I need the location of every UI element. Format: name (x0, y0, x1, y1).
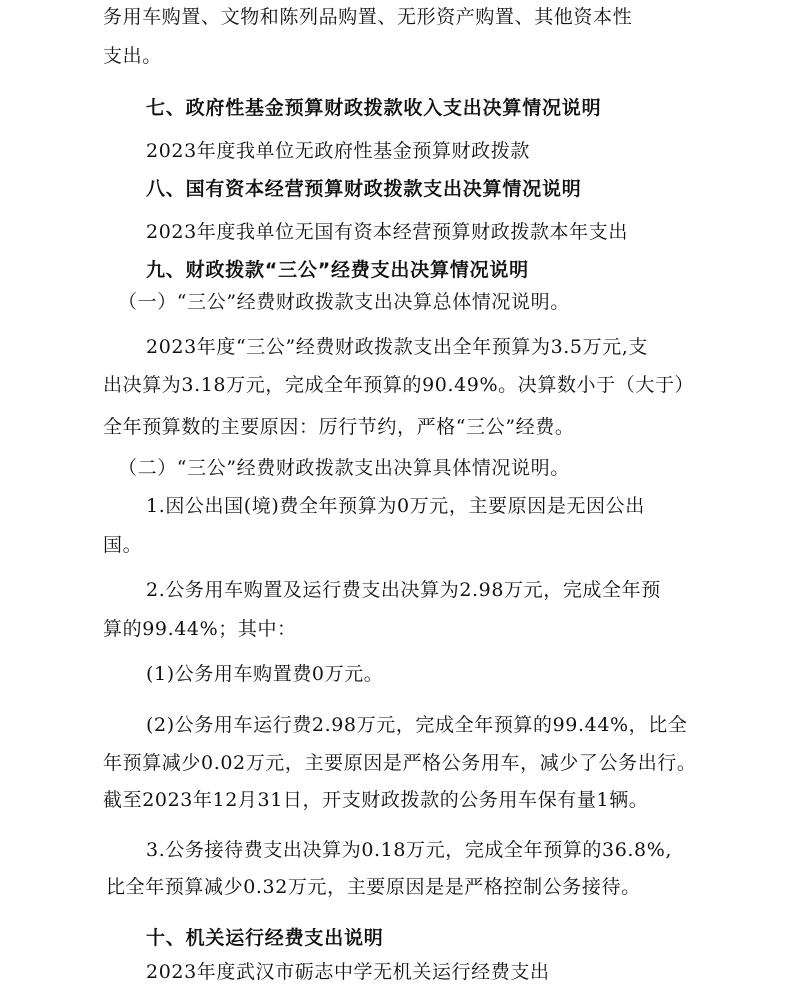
body-text-line: 全年预算数的主要原因：厉行节约，严格“三公”经费。 (103, 416, 575, 438)
body-text-line: 3.公务接待费支出决算为0.18万元，完成全年预算的36.8%, (146, 839, 673, 861)
section-heading: 九、财政拨款“三公”经费支出决算情况说明 (146, 259, 529, 281)
section-heading: 七、政府性基金预算财政拨款收入支出决算情况说明 (146, 97, 602, 119)
subsection-heading: （一）“三公”经费财政拨款支出决算总体情况说明。 (118, 291, 570, 313)
body-text-line: 出决算为3.18万元，完成全年预算的90.49%。决算数小于（大于） (103, 374, 695, 396)
section-heading: 八、国有资本经营预算财政拨款支出决算情况说明 (146, 178, 582, 200)
body-text-line: 比全年预算减少0.32万元，主要原因是是严格控制公务接待。 (106, 876, 641, 898)
body-text-line: 算的99.44%；其中： (103, 618, 297, 640)
body-text-line: 2023年度武汉市砺志中学无机关运行经费支出 (146, 961, 550, 983)
body-text-line: (1)公务用车购置费0万元。 (146, 663, 384, 685)
body-text-line: 支出。 (103, 45, 162, 67)
body-text-line: 截至2023年12月31日，开支财政拨款的公务用车保有量1辆。 (103, 789, 649, 811)
body-text-line: 务用车购置、文物和陈列品购置、无形资产购置、其他资本性 (103, 6, 633, 28)
body-text-line: 2023年度我单位无政府性基金预算财政拨款 (146, 140, 530, 162)
body-text-line: 1.因公出国(境)费全年预算为0万元，主要原因是无因公出 (146, 495, 645, 517)
body-text-line: (2)公务用车运行费2.98万元，完成全年预算的99.44%，比全 (146, 714, 688, 736)
body-text-line: 2023年度“三公”经费财政拨款支出全年预算为3.5万元,支 (146, 336, 649, 358)
body-text-line: 2023年度我单位无国有资本经营预算财政拨款本年支出 (146, 221, 628, 243)
body-text-line: 年预算减少0.02万元，主要原因是严格公务用车，减少了公务出行。 (103, 752, 697, 774)
body-text-line: 国。 (103, 534, 143, 556)
subsection-heading: （二）“三公”经费财政拨款支出决算具体情况说明。 (118, 457, 570, 479)
body-text-line: 2.公务用车购置及运行费支出决算为2.98万元，完成全年预 (146, 579, 661, 601)
section-heading: 十、机关运行经费支出说明 (146, 927, 384, 949)
